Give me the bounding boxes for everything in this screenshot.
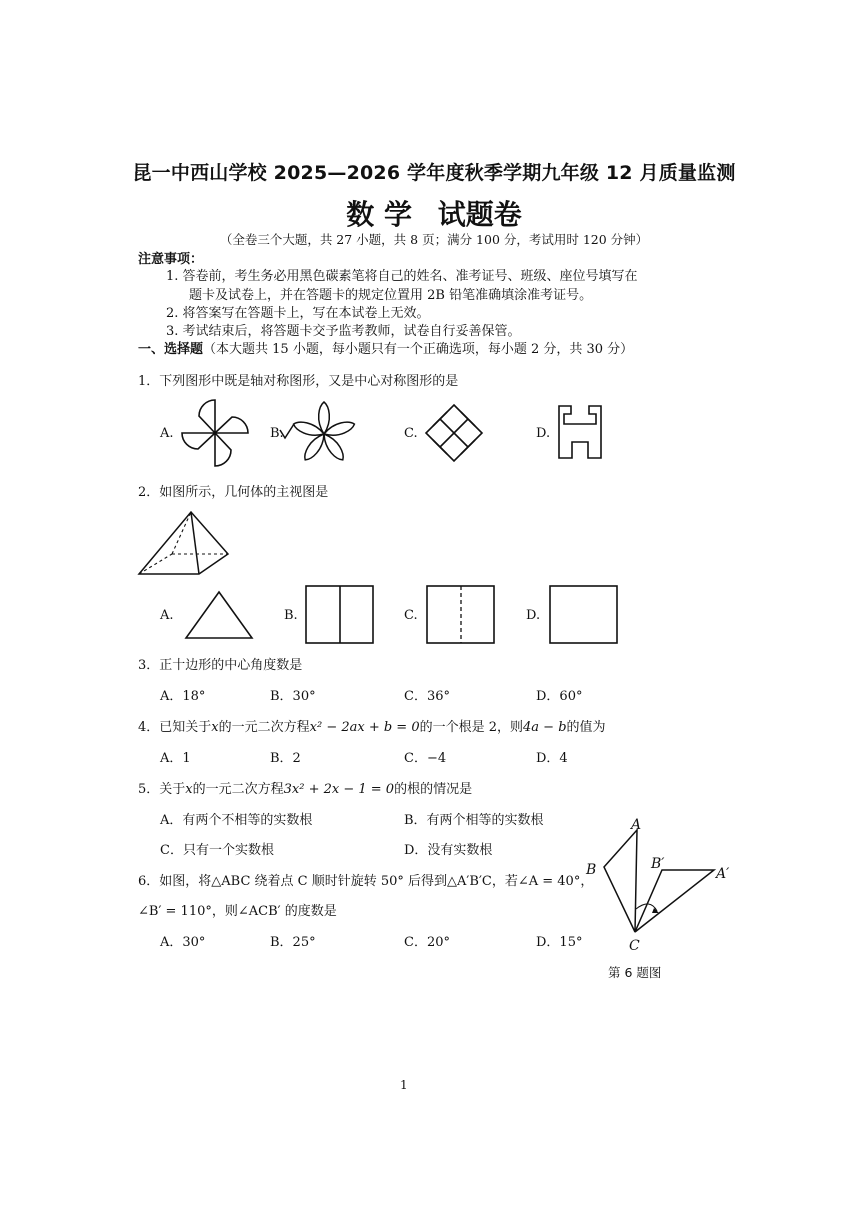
exam-title: 昆一中西山学校 2025—2026 学年度秋季学期九年级 12 月质量监测 xyxy=(132,162,736,184)
section-desc: （本大题共 15 小题，每小题只有一个正确选项，每小题 2 分，共 30 分） xyxy=(203,342,634,357)
section-heading xyxy=(138,338,633,357)
q5-option-b: B．有两个相等的实数根 xyxy=(404,813,544,828)
rectangle-solid-divider-figure xyxy=(305,585,375,645)
label-b-prime: B′ xyxy=(651,856,665,872)
triangular-prism-figure xyxy=(136,508,232,580)
q1-option-b-label: B. xyxy=(270,426,284,441)
question-2-stem: 2．如图所示，几何体的主视图是 xyxy=(138,485,329,500)
q1-option-a-label: A. xyxy=(160,426,174,441)
rotation-triangle-figure xyxy=(580,812,740,962)
q1-option-c-label: C. xyxy=(404,426,418,441)
notes-title: 注意事项： xyxy=(138,252,204,267)
question-5-stem: 5．关于x的一元二次方程3x² + 2x − 1 = 0的根的情况是 xyxy=(138,782,473,797)
label-c: C xyxy=(629,938,640,954)
q5-option-c: C．只有一个实数根 xyxy=(160,843,274,858)
q4-option-b: B．2 xyxy=(270,751,301,766)
q2-option-d-label: D. xyxy=(526,608,541,623)
section-label: 一、选择题 xyxy=(138,342,204,357)
note-item: 3. 考试结束后，将答题卡交予监考教师，试卷自行妥善保管。 xyxy=(166,324,521,339)
q2-option-c-label: C. xyxy=(404,608,418,623)
note-item: 2. 将答案写在答题卡上，写在本试卷上无效。 xyxy=(166,306,430,321)
note-item: 题卡及试卷上，并在答题卡的规定位置用 2B 铅笔准确填涂准考证号。 xyxy=(189,288,593,303)
q2-option-b-label: B. xyxy=(284,608,298,623)
q6-option-c: C．20° xyxy=(404,935,450,950)
exam-meta: （全卷三个大题，共 27 小题，共 8 页；满分 100 分，考试用时 120 分钟） xyxy=(219,232,649,247)
diamond-grid-figure xyxy=(425,404,483,462)
label-a-prime: A′ xyxy=(716,866,730,882)
triangle-view-figure xyxy=(184,590,254,640)
q3-option-a: A．18° xyxy=(160,689,206,704)
q3-option-c: C．36° xyxy=(404,689,450,704)
q1-option-d-label: D. xyxy=(536,426,551,441)
q5-option-d: D．没有实数根 xyxy=(404,843,493,858)
question-6-stem-line2: ∠B′ = 110°，则∠ACB′ 的度数是 xyxy=(138,904,337,919)
subject-title xyxy=(0,193,868,233)
castle-figure xyxy=(556,404,604,460)
subject-name: 数 学 xyxy=(346,198,412,231)
question-1-stem: 1．下列图形中既是轴对称图形，又是中心对称图形的是 xyxy=(138,374,459,389)
q4-option-a: A．1 xyxy=(160,751,191,766)
q4-option-c: C．−4 xyxy=(404,751,447,766)
figure-caption: 第 6 题图 xyxy=(608,965,662,980)
q3-option-d: D．60° xyxy=(536,689,583,704)
pinwheel-figure xyxy=(180,398,250,468)
q6-option-a: A．30° xyxy=(160,935,206,950)
question-3-stem: 3．正十边形的中心角度数是 xyxy=(138,658,303,673)
q5-option-a: A．有两个不相等的实数根 xyxy=(160,813,313,828)
question-6-stem-line1: 6．如图，将△ABC 绕着点 C 顺时针旋转 50° 后得到△A′B′C，若∠A = 40°， xyxy=(138,874,594,889)
q6-option-b: B．25° xyxy=(270,935,316,950)
flower-figure xyxy=(286,400,356,468)
rectangle-plain-figure xyxy=(549,585,619,645)
q4-option-d: D．4 xyxy=(536,751,568,766)
q2-option-a-label: A. xyxy=(160,608,174,623)
q6-option-d: D．15° xyxy=(536,935,583,950)
paper-type: 试题卷 xyxy=(437,198,522,231)
label-b: B xyxy=(586,862,597,878)
rectangle-dashed-divider-figure xyxy=(426,585,496,645)
page-number: 1 xyxy=(400,1078,408,1092)
question-4-stem: 4．已知关于x的一元二次方程x² − 2ax + b = 0的一个根是 2，则4a − b的值为 xyxy=(138,720,606,735)
note-item: 1. 答卷前，考生务必用黑色碳素笔将自己的姓名、准考证号、班级、座位号填写在 xyxy=(166,269,638,284)
q3-option-b: B．30° xyxy=(270,689,316,704)
label-a: A xyxy=(631,817,642,833)
